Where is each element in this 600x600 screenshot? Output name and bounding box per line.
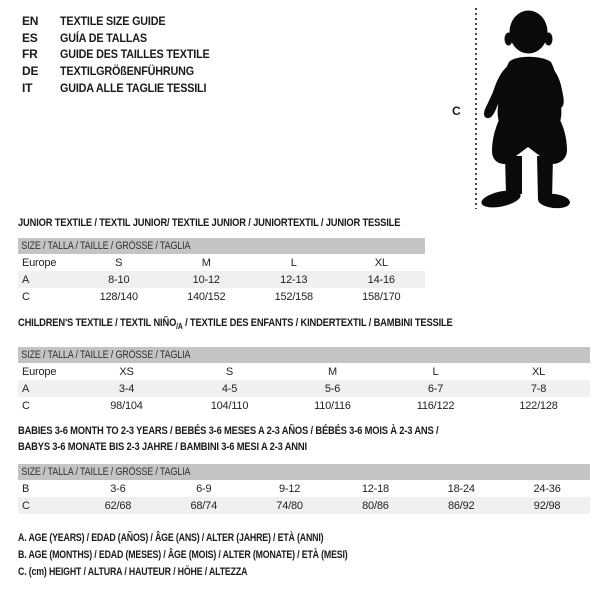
size-header-label: SIZE / TALLA / TAILLE / GRÖSSE / TAGLIA	[21, 240, 191, 252]
children-size-table	[18, 347, 590, 414]
table-cell: 80/86	[362, 499, 389, 512]
lang-code: FR	[22, 47, 38, 62]
table-cell: 152/158	[274, 290, 313, 303]
row-label: C	[22, 399, 30, 412]
row-label: A	[22, 273, 30, 286]
babies-table-title-line2: BABYS 3-6 MONATE BIS 2-3 JAHRE / BAMBINI 3-6 MESI A 2-3 ANNI	[18, 441, 307, 453]
table-row	[18, 380, 590, 397]
children-title-pre: CHILDREN'S TEXTILE / TEXTIL NIÑO	[18, 317, 177, 329]
table-cell: 62/68	[104, 499, 132, 512]
table-row	[18, 271, 425, 288]
table-cell: XS	[119, 365, 134, 378]
table-row	[18, 288, 425, 305]
lang-row-en	[22, 13, 226, 30]
table-cell: 98/104	[110, 399, 143, 412]
children-title-post: / TEXTILE DES ENFANTS / KINDERTEXTIL / BAMBINI TESSILE	[182, 317, 453, 329]
table-cell: 6-7	[427, 382, 444, 395]
row-label: Europe	[22, 256, 57, 269]
table-cell: 3-6	[110, 482, 126, 495]
size-header-label: SIZE / TALLA / TAILLE / GRÖSSE / TAGLIA	[21, 349, 191, 361]
row-label: A	[22, 382, 30, 395]
lang-row-fr	[22, 46, 226, 63]
table-cell: 10-12	[192, 273, 220, 286]
lang-code: ES	[22, 30, 38, 45]
lang-title: GUÍA DE TALLAS	[60, 30, 147, 45]
table-row	[18, 254, 425, 271]
children-table-title	[18, 317, 453, 331]
table-row	[18, 363, 590, 380]
table-cell: 6-9	[196, 482, 212, 495]
table-cell: 4-5	[221, 382, 238, 395]
height-measure-label: C	[452, 104, 461, 118]
size-header-label: SIZE / TALLA / TAILLE / GRÖSSE / TAGLIA	[21, 466, 191, 478]
table-cell: 92/98	[533, 499, 561, 512]
table-cell: XL	[531, 365, 546, 378]
lang-title: TEXTILGRÖßENFÜHRUNG	[60, 64, 194, 79]
row-label: B	[22, 482, 30, 495]
table-row	[18, 480, 590, 497]
junior-table-title: JUNIOR TEXTILE / TEXTIL JUNIOR/ TEXTILE JUNIOR / JUNIORTEXTIL / JUNIOR TESSILE	[18, 217, 401, 229]
table-cell: 104/110	[210, 399, 249, 412]
babies-size-table	[18, 464, 590, 514]
babies-table-title-line1: BABIES 3-6 MONTH TO 2-3 YEARS / BEBÉS 3-6 MESES A 2-3 AÑOS / BÉBÉS 3-6 MOIS À 2-3 ANS /	[18, 425, 439, 437]
size-header-bar	[18, 238, 425, 254]
junior-size-table	[18, 238, 425, 305]
table-cell: 3-4	[118, 382, 135, 395]
table-cell: 24-36	[533, 482, 561, 495]
table-cell: 18-24	[447, 482, 475, 495]
row-label: Europe	[22, 365, 57, 378]
footnote-b: B. AGE (MONTHS) / EDAD (MESES) / ÂGE (MOIS) / ALTER (MONATE) / ETÀ (MESI)	[18, 549, 348, 561]
table-cell: 9-12	[278, 482, 301, 495]
size-header-bar	[18, 464, 590, 480]
table-cell: 14-16	[367, 273, 395, 286]
row-label: C	[22, 499, 30, 512]
footnote-c: C. (cm) HEIGHT / ALTURA / HAUTEUR / HÖHE / ALTEZZA	[18, 566, 248, 578]
row-label: C	[22, 290, 30, 303]
lang-title: GUIDE DES TAILLES TEXTILE	[60, 47, 210, 62]
lang-title: GUIDA ALLE TAGLIE TESSILI	[60, 80, 207, 95]
table-cell: 110/116	[314, 399, 351, 412]
table-cell: 8-10	[108, 273, 130, 286]
table-cell: M	[201, 256, 211, 269]
baby-silhouette-shape	[480, 11, 571, 211]
table-cell: 74/80	[276, 499, 303, 512]
footnotes	[18, 532, 430, 583]
lang-code: DE	[22, 64, 39, 79]
table-row	[18, 497, 590, 514]
table-cell: M	[328, 365, 337, 378]
table-cell: 68/74	[190, 499, 217, 512]
table-cell: S	[225, 365, 234, 378]
footnote-a: A. AGE (YEARS) / EDAD (AÑOS) / ÂGE (ANS) / ALTER (JAHRE) / ETÀ (ANNI)	[18, 532, 324, 544]
table-cell: 12-13	[280, 273, 308, 286]
table-cell: XL	[374, 256, 388, 269]
lang-row-it	[22, 79, 226, 96]
table-cell: 7-8	[530, 382, 547, 395]
table-row	[18, 397, 590, 414]
children-title-sub: /A	[176, 322, 183, 332]
table-cell: 5-6	[324, 382, 341, 395]
table-cell: 140/152	[187, 290, 226, 303]
table-cell: L	[290, 256, 297, 269]
table-cell: L	[432, 365, 439, 378]
table-cell: S	[115, 256, 123, 269]
table-cell: 128/140	[99, 290, 138, 303]
size-header-bar	[18, 347, 590, 363]
lang-code: EN	[22, 14, 39, 29]
lang-title: TEXTILE SIZE GUIDE	[60, 14, 166, 29]
table-cell: 122/128	[519, 399, 558, 412]
table-cell: 158/170	[362, 290, 401, 303]
lang-row-de	[22, 63, 226, 80]
table-cell: 12-18	[361, 482, 389, 495]
baby-silhouette	[440, 0, 600, 215]
table-cell: 86/92	[447, 499, 475, 512]
language-header	[22, 13, 226, 96]
lang-code: IT	[22, 80, 33, 95]
table-cell: 116/122	[416, 399, 455, 412]
lang-row-es	[22, 30, 226, 47]
